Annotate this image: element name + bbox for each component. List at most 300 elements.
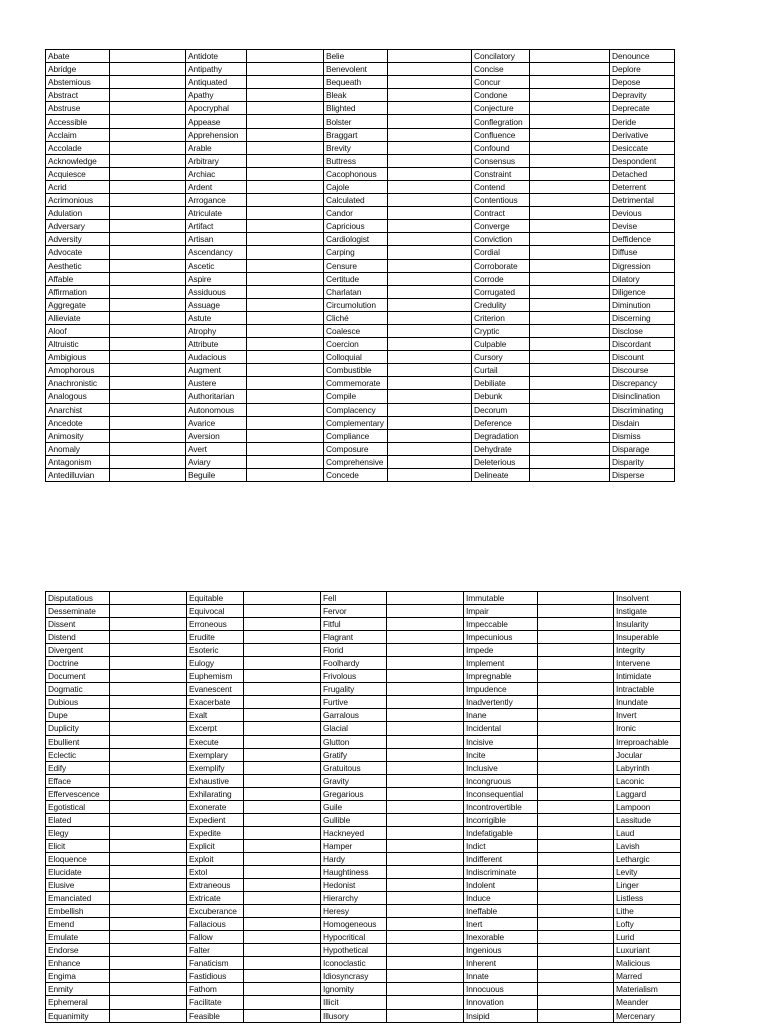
blank-cell [530,416,610,429]
blank-cell [244,618,321,631]
word-cell: Ascetic [186,259,247,272]
word-cell: Degradation [472,429,530,442]
blank-cell [247,233,324,246]
blank-cell [244,879,321,892]
blank-cell [538,944,614,957]
word-cell: Adversity [46,233,110,246]
word-cell: Gregarious [321,787,387,800]
blank-cell [387,657,464,670]
blank-cell [530,207,610,220]
blank-cell [244,657,321,670]
word-cell: Hardy [321,852,387,865]
word-cell: Enmity [46,983,110,996]
word-cell: Adversary [46,220,110,233]
blank-cell [538,1009,614,1022]
blank-cell [388,246,472,259]
word-cell: Indict [464,839,538,852]
blank-cell [247,403,324,416]
word-cell: Delineate [472,469,530,482]
word-cell: Allieviate [46,311,110,324]
word-cell: Incorrigible [464,813,538,826]
word-cell: Incidental [464,722,538,735]
blank-cell [538,970,614,983]
blank-cell [110,1009,187,1022]
blank-cell [247,194,324,207]
word-cell: Eloquence [46,852,110,865]
word-cell: Abstruse [46,102,110,115]
blank-cell [387,905,464,918]
table-row [46,605,681,618]
word-cell: Elated [46,813,110,826]
table-row [46,683,681,696]
blank-cell [110,592,187,605]
word-cell: Labyrinth [614,761,681,774]
blank-cell [247,141,324,154]
word-cell: Expedite [187,826,244,839]
word-cell: Linger [614,879,681,892]
blank-cell [110,748,187,761]
word-cell: Laggard [614,787,681,800]
word-cell: Advocate [46,246,110,259]
blank-cell [388,377,472,390]
word-cell: Jocular [614,748,681,761]
word-cell: Levity [614,865,681,878]
word-cell: Assiduous [186,285,247,298]
blank-cell [110,442,186,455]
blank-cell [110,800,187,813]
word-cell: Aesthetic [46,259,110,272]
word-cell: Efface [46,774,110,787]
blank-cell [244,1009,321,1022]
word-cell: Impregnable [464,670,538,683]
table-row [46,735,681,748]
word-cell: Hackneyed [321,826,387,839]
blank-cell [110,931,187,944]
word-cell: Facilitate [187,996,244,1009]
blank-cell [110,220,186,233]
word-cell: Commemorate [324,377,388,390]
blank-cell [110,338,186,351]
blank-cell [110,194,186,207]
word-cell: Consensus [472,154,530,167]
blank-cell [388,194,472,207]
word-cell: Deffidence [610,233,675,246]
word-cell: Doctrine [46,657,110,670]
word-cell: Antiquated [186,76,247,89]
word-cell: Gullible [321,813,387,826]
blank-cell [244,748,321,761]
word-cell: Hierarchy [321,892,387,905]
word-cell: Ironic [614,722,681,735]
word-cell: Innovation [464,996,538,1009]
word-cell: Affable [46,272,110,285]
word-cell: Exhaustive [187,774,244,787]
word-cell: Ephemeral [46,996,110,1009]
table-row [46,272,675,285]
word-cell: Belie [324,50,388,63]
blank-cell [530,338,610,351]
word-cell: Colloquial [324,351,388,364]
word-cell: Coalesce [324,324,388,337]
word-cell: Contend [472,180,530,193]
word-cell: Detrimental [610,194,675,207]
word-cell: Inane [464,709,538,722]
word-cell: Digression [610,259,675,272]
table-row [46,285,675,298]
table-row [46,115,675,128]
word-cell: Aspire [186,272,247,285]
table-row [46,865,681,878]
word-cell: Luxuriant [614,944,681,957]
word-cell: Ineffable [464,905,538,918]
blank-cell [110,89,186,102]
word-cell: Compile [324,390,388,403]
blank-cell [110,670,187,683]
blank-cell [244,670,321,683]
table-row [46,774,681,787]
blank-cell [388,272,472,285]
word-cell: Dilatory [610,272,675,285]
blank-cell [110,102,186,115]
word-cell: Detached [610,167,675,180]
blank-cell [244,852,321,865]
blank-cell [247,429,324,442]
blank-cell [388,50,472,63]
word-cell: Deterrent [610,180,675,193]
table-row [46,670,681,683]
word-cell: Hypocritical [321,931,387,944]
blank-cell [110,813,187,826]
blank-cell [110,285,186,298]
word-cell: Anarchist [46,403,110,416]
blank-cell [244,996,321,1009]
blank-cell [538,996,614,1009]
table-row [46,761,681,774]
word-cell: Dismiss [610,429,675,442]
blank-cell [530,364,610,377]
word-cell: Guile [321,800,387,813]
word-cell: Disclose [610,324,675,337]
word-cell: Inert [464,918,538,931]
table-row [46,696,681,709]
blank-cell [247,324,324,337]
blank-cell [388,141,472,154]
word-cell: Confluence [472,128,530,141]
table-row [46,180,675,193]
word-cell: Incite [464,748,538,761]
blank-cell [110,324,186,337]
word-cell: Curtail [472,364,530,377]
table-row [46,351,675,364]
blank-cell [110,154,186,167]
table-row [46,455,675,468]
blank-cell [530,76,610,89]
word-cell: Explicit [187,839,244,852]
word-cell: Emulate [46,931,110,944]
word-cell: Altruistic [46,338,110,351]
blank-cell [110,76,186,89]
word-cell: Intractable [614,683,681,696]
blank-cell [387,852,464,865]
word-cell: Credulity [472,298,530,311]
table-row [46,644,681,657]
blank-cell [387,644,464,657]
word-cell: Apprehension [186,128,247,141]
blank-cell [244,970,321,983]
word-cell: Gravity [321,774,387,787]
word-cell: Equanimity [46,1009,110,1022]
word-cell: Induce [464,892,538,905]
blank-cell [247,351,324,364]
word-cell: Falter [187,944,244,957]
blank-cell [388,207,472,220]
blank-cell [110,735,187,748]
word-cell: Cliché [324,311,388,324]
word-cell: Antidote [186,50,247,63]
blank-cell [110,983,187,996]
blank-cell [110,852,187,865]
blank-cell [387,722,464,735]
blank-cell [387,970,464,983]
word-cell: Engima [46,970,110,983]
word-cell: Expedient [187,813,244,826]
table-row [46,813,681,826]
word-cell: Deference [472,416,530,429]
blank-cell [387,865,464,878]
blank-cell [247,50,324,63]
blank-cell [110,787,187,800]
word-cell: Inundate [614,696,681,709]
word-cell: Archiac [186,167,247,180]
table-row [46,905,681,918]
word-cell: Ingenious [464,944,538,957]
word-cell: Dissent [46,618,110,631]
blank-cell [388,102,472,115]
blank-cell [388,298,472,311]
blank-cell [110,377,186,390]
blank-cell [247,416,324,429]
word-cell: Capricious [324,220,388,233]
word-cell: Insolvent [614,592,681,605]
word-cell: Ambigious [46,351,110,364]
word-cell: Integrity [614,644,681,657]
word-cell: Brevity [324,141,388,154]
word-cell: Exalt [187,709,244,722]
word-cell: Aggregate [46,298,110,311]
blank-cell [110,469,186,482]
word-cell: Fathom [187,983,244,996]
blank-cell [388,167,472,180]
blank-cell [387,813,464,826]
table-row [46,879,681,892]
blank-cell [530,154,610,167]
blank-cell [538,735,614,748]
word-cell: Denounce [610,50,675,63]
word-cell: Cordial [472,246,530,259]
blank-cell [110,826,187,839]
word-cell: Diminution [610,298,675,311]
word-cell: Candor [324,207,388,220]
word-cell: Exhilarating [187,787,244,800]
blank-cell [530,233,610,246]
word-cell: Buttress [324,154,388,167]
blank-cell [244,735,321,748]
word-cell: Insuperable [614,631,681,644]
blank-cell [388,338,472,351]
table-row [46,233,675,246]
word-cell: Dupe [46,709,110,722]
blank-cell [388,403,472,416]
word-cell: Converge [472,220,530,233]
word-cell: Complacency [324,403,388,416]
word-cell: Augment [186,364,247,377]
blank-cell [538,618,614,631]
word-cell: Depravity [610,89,675,102]
blank-cell [110,996,187,1009]
word-cell: Illusory [321,1009,387,1022]
word-cell: Flagrant [321,631,387,644]
word-cell: Arbitrary [186,154,247,167]
word-cell: Lurid [614,931,681,944]
blank-cell [530,324,610,337]
blank-cell [388,416,472,429]
blank-cell [387,839,464,852]
word-cell: Amophorous [46,364,110,377]
word-cell: Corrugated [472,285,530,298]
word-cell: Laconic [614,774,681,787]
word-cell: Intimidate [614,670,681,683]
word-cell: Elusive [46,879,110,892]
word-cell: Corrode [472,272,530,285]
blank-cell [244,592,321,605]
blank-cell [538,696,614,709]
word-cell: Incontrovertible [464,800,538,813]
blank-cell [388,63,472,76]
table-row [46,102,675,115]
blank-cell [244,918,321,931]
word-cell: Accolade [46,141,110,154]
word-cell: Compliance [324,429,388,442]
word-cell: Fastidious [187,970,244,983]
blank-cell [387,826,464,839]
word-cell: Listless [614,892,681,905]
blank-cell [110,364,186,377]
blank-cell [538,787,614,800]
blank-cell [110,246,186,259]
word-cell: Aviary [186,455,247,468]
blank-cell [247,102,324,115]
blank-cell [244,905,321,918]
word-cell: Discriminating [610,403,675,416]
blank-cell [387,683,464,696]
word-cell: Irreproachable [614,735,681,748]
blank-cell [538,670,614,683]
blank-cell [110,970,187,983]
table-row [46,748,681,761]
word-cell: Extol [187,865,244,878]
blank-cell [387,748,464,761]
word-cell: Ardent [186,180,247,193]
word-cell: Insipid [464,1009,538,1022]
word-cell: Heresy [321,905,387,918]
blank-cell [110,233,186,246]
word-cell: Lampoon [614,800,681,813]
word-cell: Discrepancy [610,377,675,390]
table-row [46,1009,681,1022]
word-cell: Fitful [321,618,387,631]
blank-cell [110,351,186,364]
word-cell: Deleterious [472,455,530,468]
word-cell: Inherent [464,957,538,970]
word-cell: Florid [321,644,387,657]
word-cell: Fallow [187,931,244,944]
word-cell: Acknowledge [46,154,110,167]
word-cell: Gratify [321,748,387,761]
blank-cell [530,63,610,76]
table-row [46,141,675,154]
blank-cell [247,469,324,482]
blank-cell [247,167,324,180]
blank-cell [110,918,187,931]
blank-cell [244,826,321,839]
word-cell: Exemplary [187,748,244,761]
blank-cell [110,167,186,180]
blank-cell [530,102,610,115]
blank-cell [530,377,610,390]
blank-cell [388,115,472,128]
blank-cell [387,761,464,774]
word-cell: Innocuous [464,983,538,996]
blank-cell [538,892,614,905]
word-cell: Ebullient [46,735,110,748]
blank-cell [388,442,472,455]
word-cell: Indefatigable [464,826,538,839]
blank-cell [244,696,321,709]
word-cell: Glacial [321,722,387,735]
blank-cell [387,696,464,709]
blank-cell [247,154,324,167]
blank-cell [110,957,187,970]
word-cell: Frivolous [321,670,387,683]
word-cell: Concise [472,63,530,76]
word-cell: Erroneous [187,618,244,631]
blank-cell [530,351,610,364]
blank-cell [538,865,614,878]
blank-cell [110,696,187,709]
blank-cell [387,944,464,957]
word-cell: Astute [186,311,247,324]
word-cell: Devious [610,207,675,220]
blank-cell [388,89,472,102]
blank-cell [530,141,610,154]
blank-cell [247,272,324,285]
blank-cell [244,605,321,618]
blank-cell [538,852,614,865]
blank-cell [387,605,464,618]
blank-cell [247,311,324,324]
blank-cell [387,879,464,892]
blank-cell [244,683,321,696]
word-cell: Intervene [614,657,681,670]
blank-cell [244,787,321,800]
blank-cell [110,416,186,429]
blank-cell [110,455,186,468]
word-cell: Immutable [464,592,538,605]
blank-cell [388,128,472,141]
word-cell: Cryptic [472,324,530,337]
word-cell: Implement [464,657,538,670]
blank-cell [538,605,614,618]
